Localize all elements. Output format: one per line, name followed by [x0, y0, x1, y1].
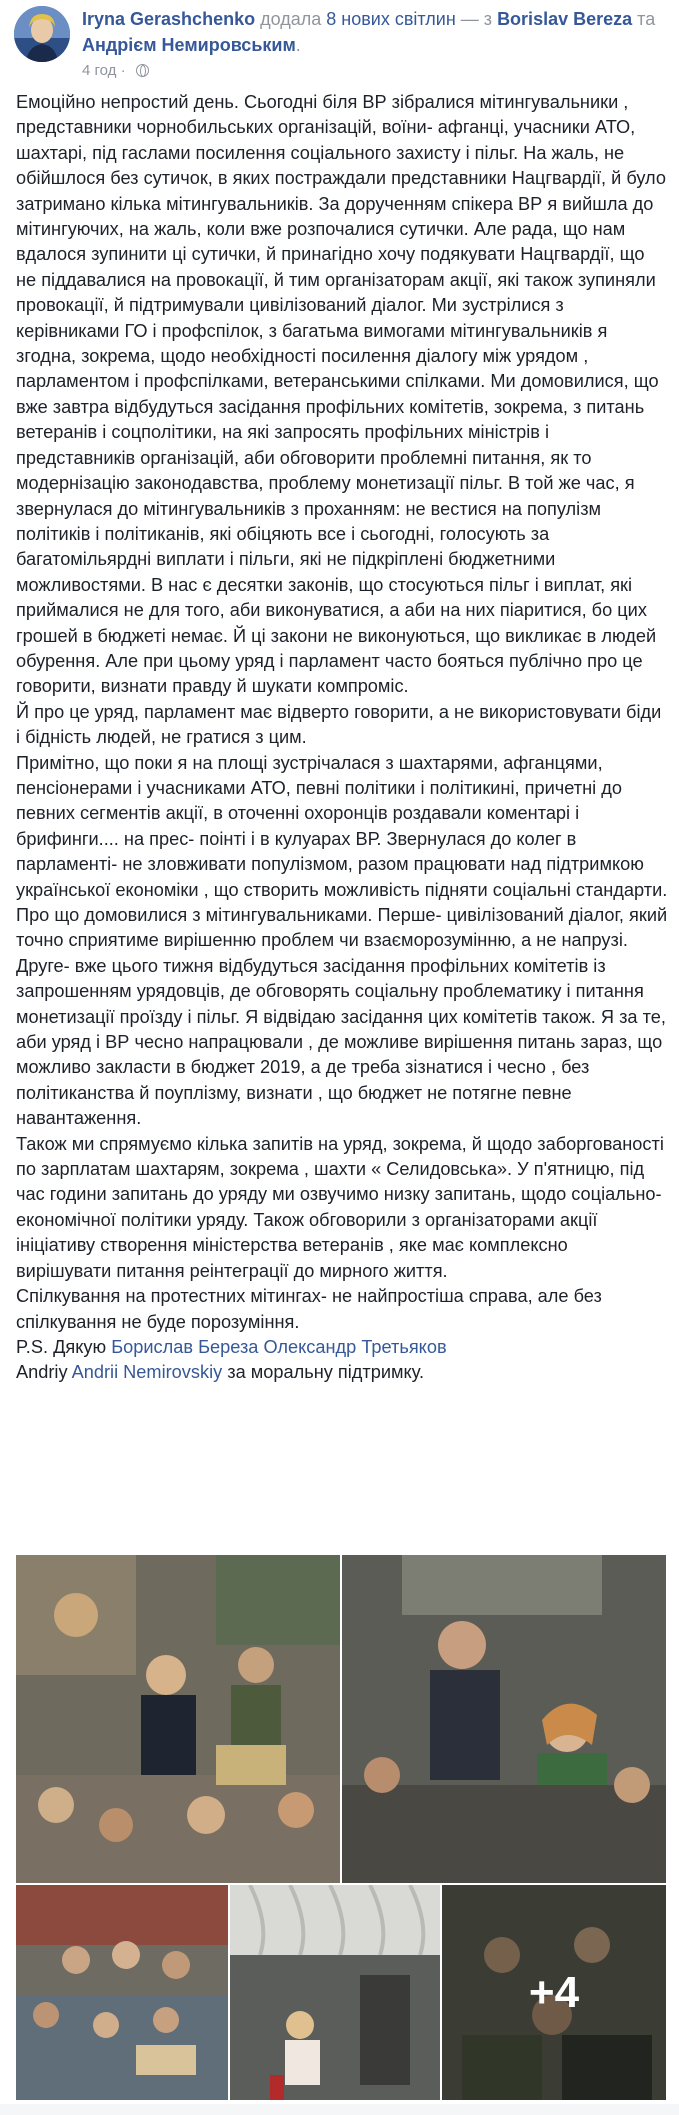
thanks-line	[16, 1360, 668, 1385]
post-paragraph: Емоційно непростий день. Сьогодні біля ВР зібралися мітингувальники , представники чорнобильських організацій, воїни- афганці, учасники АТО, шахтарі, під гаслами посилення соціального захисту і пільг. На жаль, не обійшлося без сутичок, в яких постраждали представники Нацгвардії, й було затримано кілька мітингувальників. За дорученням спікера ВР я вийшла до мітингуючих, на жаль, коли вже розпочалися сутички. Але рада, що нам вдалося зупинити ці сутички, й принагідно хочу подякувати Нацгвардії, що не піддавалися на провокації, й тим організаторам акції, які також зупиняли провокації, й підтримували цивілізований діалог. Ми зустрілися з керівниками ГО і профспілок, з багатьма вимогами мітингувальників я згодна, зокрема, щодо необхідності посилення діалогу між урядом , парламентом і профспілками, ветеранськими спілками. Ми домовилися, що вже завтра відбудуться засідання профільних комітетів, зокрема, з питань ветеранів і соцполітики, на які запросять профільних міністрів і представників організацій, аби обговорити проблемні питання, як то модернізацію законодавства, проблему монетизації пільг. В той же час, я звернулася до мітингувальників з проханням: не вестися на популізм політиків і політиканів, які обіцяють все і сьогодні, голосують за багатомільярдні виплати і пільги, які не підкріплені бюджетними можливостями. В нас є десятки законів, що стосуються пільг і виплат, які приймалися не для того, аби виконуватися, а аби на них піаритися, бо цих грошей в бюджеті немає. Й ці закони не виконуються, що викликає в людей обурення. Але при цьому уряд і парламент часто бояться публічно про це говорити, визнати правду й шукати компроміс.	[16, 92, 666, 697]
action-text: додала	[260, 9, 322, 29]
post-paragraph: Примітно, що поки я на площі зустрічалася з шахтарями, афганцями, пенсіонерами і учасниками АТО, певні політики і політикині, причетні до певних сегментів акції, в оточенні охоронців роздавали коментарі і брифинги.... на прес- поінті і в кулуарах ВР. Звернулася до колег в парламенті- не зловживати популізмом, разом працювати над підтримкою української економіки , що створить можливість підняти соціальні стандарти.	[16, 752, 668, 900]
photo-4[interactable]	[230, 1885, 440, 2100]
photo-3[interactable]	[16, 1885, 228, 2100]
thanks-prefix: Andriy	[16, 1362, 68, 1383]
photo-5[interactable]	[442, 1885, 666, 2100]
thanks-mention-link[interactable]: Andrii Nemirovskiy	[71, 1362, 223, 1383]
post-header-text	[82, 6, 662, 58]
avatar[interactable]	[14, 6, 70, 62]
photo-grid	[16, 1555, 666, 2100]
globe-icon[interactable]	[136, 64, 149, 77]
thanks-suffix: за моральну підтримку.	[227, 1362, 425, 1383]
timestamp[interactable]: 4 год	[82, 62, 117, 79]
post-paragraph: Друге- вже цього тижня відбудуться засідання профільних комітетів із запрошенням урядовців, де обговорять соціальну проблематику і питання монетизації проїзду і пільг. Я відвідаю засідання цих комітетів також. Я за те, аби уряд і ВР чесно напрацювали , де можливе вирішення питань зараз, що можливо закласти в бюджет 2019, а де треба зізнатися і чесно , без політиканства й поуплізму, визнати , що бюджет не потягне певне навантаження.	[16, 955, 666, 1129]
photo-4-image	[230, 1885, 440, 2100]
with-text: — з	[460, 9, 493, 29]
ps-line	[16, 1335, 668, 1360]
and-text: та	[637, 9, 656, 29]
photo-2[interactable]	[342, 1555, 666, 1883]
meta-separator: ·	[120, 62, 126, 79]
post-footer-divider	[0, 2104, 679, 2115]
more-photos-overlay[interactable]: +4	[442, 1885, 666, 2100]
ps-mentions-link[interactable]: Борислав Береза Олександр Третьяков	[111, 1336, 447, 1357]
post-header	[14, 6, 665, 86]
post-paragraph: Й про це уряд, парламент має відверто говорити, а не використовувати біди і бідність людей, не гратися з цим.	[16, 701, 662, 748]
photo-1[interactable]	[16, 1555, 340, 1883]
photo-1-image	[16, 1555, 340, 1883]
tag-link-bereza[interactable]: Borislav Bereza	[497, 9, 633, 29]
post-paragraph: Про що домовилися з мітингувальниками. Перше- цивілізований діалог, який точно сприятиме вирішенню проблем чи взаєморозумінню, а не напрузі.	[16, 905, 668, 951]
photo-3-image	[16, 1885, 228, 2100]
photos-link[interactable]: 8 нових світлин	[326, 9, 456, 29]
header-period: .	[295, 35, 301, 55]
post-meta	[82, 62, 149, 79]
post-body	[16, 90, 668, 1386]
author-link[interactable]: Iryna Gerashchenko	[82, 9, 256, 29]
ps-prefix: P.S. Дякую	[16, 1336, 107, 1357]
post-paragraph: Також ми спрямуємо кілька запитів на уряд, зокрема, й щодо заборгованості по зарплатам шахтарям, зокрема , шахти « Селидовська». У п'ятницю, під час години запитань до уряду ми озвучимо низку запитань, щодо соціально- економічної політики уряду. Також обговорили з організаторами акції ініціативу створення міністерства ветеранів , яке має комплексно вирішувати питання реінтеграції до мирного життя.	[16, 1133, 664, 1281]
photo-2-image	[342, 1555, 666, 1883]
tag-link-nemyrovskyi[interactable]: Андрієм Немировським	[82, 35, 296, 55]
post-paragraph: Спілкування на протестних мітингах- не найпростіша справа, але без спілкування не буде порозуміння.	[16, 1286, 602, 1332]
